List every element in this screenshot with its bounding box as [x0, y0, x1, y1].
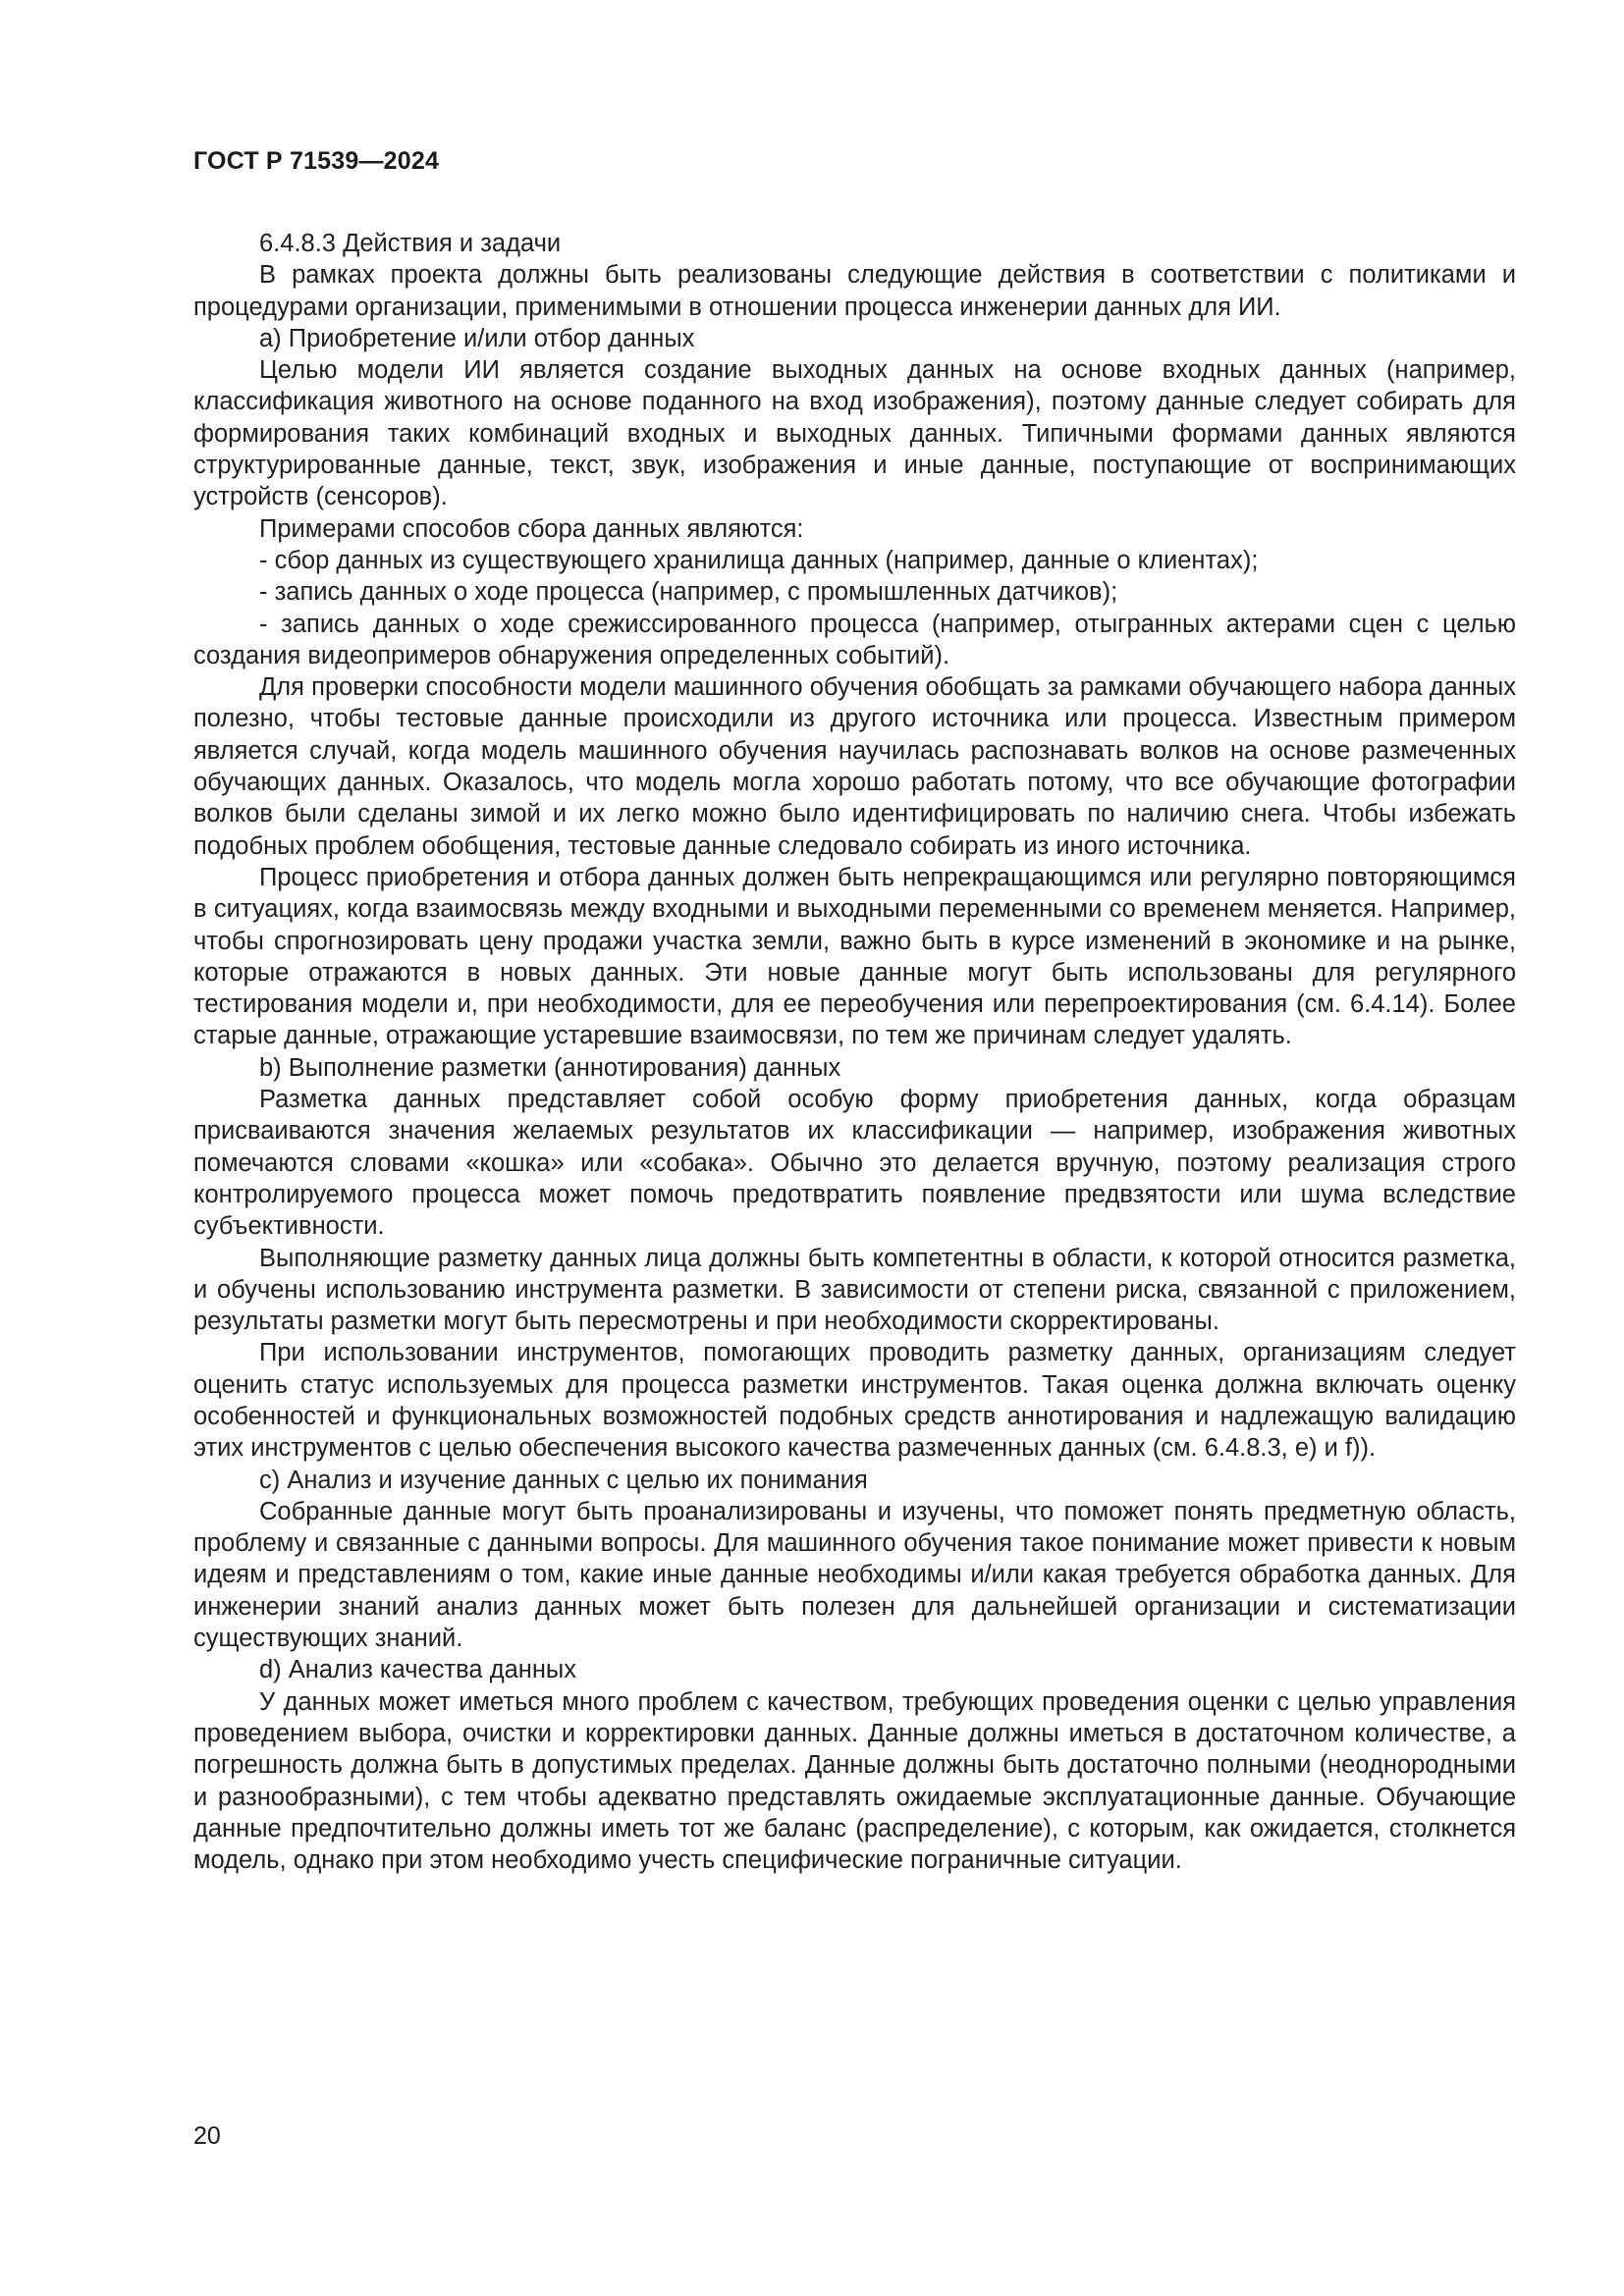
- list-item: - сбор данных из существующего хранилища данных (например, данные о клиентах);: [259, 546, 1259, 574]
- list-item-heading: b) Выполнение разметки (аннотирования) данных: [259, 1053, 841, 1082]
- paragraph: Для проверки способности модели машинного обучения обобщать за рамками обучающего набора данных полезно, чтобы тестовые данные происходили из другого источника или процесса. Известным примером является случай, когда модель машинного обучения научилась распознавать волков на основе размеченных обучающих данных. Оказалось, что модель могла хорошо работать потому, что все обучающие фотографии волков были сделаны зимой и их легко можно было идентифицировать по наличию снега. Чтобы избежать подобных проблем обобщения, тестовые данные следовало собирать из иного источника.: [193, 673, 1516, 860]
- paragraph: Целью модели ИИ является создание выходных данных на основе входных данных (например, классификация животного на основе поданного на вход изображения), поэтому данные следует собирать для формирования таких комбинаций входных и выходных данных. Типичными формами данных являются структурированные данные, текст, звук, изображения и иные данные, поступающие от воспринимающих устройств (сенсоров).: [193, 356, 1516, 511]
- paragraph: Процесс приобретения и отбора данных должен быть непрекращающимся или регулярно повторяющимся в ситуациях, когда взаимосвязь между входными и выходными переменными со временем меняется. Например, чтобы спрогнозировать цену продажи участка земли, важно быть в курсе изменений в экономике и на рынке, которые отражаются в новых данных. Эти новые данные могут быть использованы для регулярного тестирования модели и, при необходимости, для ее переобучения или перепроектирования (см. 6.4.14). Более старые данные, отражающие устаревшие взаимосвязи, по тем же причинам следует удалять.: [193, 863, 1516, 1050]
- paragraph: Выполняющие разметку данных лица должны быть компетентны в области, к которой относится разметка, и обучены использованию инструмента разметки. В зависимости от степени риска, связанной с приложением, результаты разметки могут быть пересмотрены и при необходимости скорректированы.: [193, 1244, 1516, 1336]
- document-header: ГОСТ Р 71539—2024: [193, 147, 440, 175]
- list-item-heading: d) Анализ качества данных: [259, 1656, 576, 1684]
- list-item-heading: a) Приобретение и/или отбор данных: [259, 324, 695, 352]
- list-item-heading: c) Анализ и изучение данных с целью их понимания: [259, 1466, 868, 1494]
- list-item: - запись данных о ходе срежиссированного процесса (например, отыгранных актерами сцен с целью создания видеопримеров обнаружения определенных событий).: [193, 610, 1516, 669]
- page-number: 20: [193, 2122, 221, 2150]
- document-body: [193, 228, 1516, 1876]
- paragraph: В рамках проекта должны быть реализованы следующие действия в соответствии с политиками и процедурами организации, применимыми в отношении процесса инженерии данных для ИИ.: [193, 261, 1516, 321]
- paragraph: У данных может иметься много проблем с качеством, требующих проведения оценки с целью управления проведением выбора, очистки и корректировки данных. Данные должны иметься в достаточном количестве, а погрешность должна быть в допустимых пределах. Данные должны быть достаточно полными (неоднородными и разнообразными), с тем чтобы адекватно представлять ожидаемые эксплуатационные данные. Обучающие данные предпочтительно должны иметь тот же баланс (распределение), с которым, как ожидается, столкнется модель, однако при этом необходимо учесть специфические пограничные ситуации.: [193, 1687, 1516, 1875]
- paragraph: Собранные данные могут быть проанализированы и изучены, что поможет понять предметную область, проблему и связанные с данными вопросы. Для машинного обучения такое понимание может привести к новым идеям и представлениям о том, какие иные данные необходимы и/или какая требуется обработка данных. Для инженерии знаний анализ данных может быть полезен для дальнейшей организации и систематизации существующих знаний.: [193, 1497, 1516, 1653]
- list-item: - запись данных о ходе процесса (например, с промышленных датчиков);: [259, 578, 1118, 607]
- paragraph: Разметка данных представляет собой особую форму приобретения данных, когда образцам присваиваются значения желаемых результатов их классификации — например, изображения животных помечаются словами «кошка» или «собака». Обычно это делается вручную, поэтому реализация строго контролируемого процесса может помочь предотвратить появление предвзятости или шума вследствие субъективности.: [193, 1086, 1516, 1241]
- paragraph: При использовании инструментов, помогающих проводить разметку данных, организациям следует оценить статус используемых для процесса разметки инструментов. Такая оценка должна включать оценку особенностей и функциональных возможностей подобных средств аннотирования и надлежащую валидацию этих инструментов с целью обеспечения высокого качества размеченных данных (см. 6.4.8.3, e) и f)).: [193, 1339, 1516, 1463]
- paragraph: Примерами способов сбора данных являются:: [259, 514, 804, 543]
- section-heading: 6.4.8.3 Действия и задачи: [259, 230, 562, 257]
